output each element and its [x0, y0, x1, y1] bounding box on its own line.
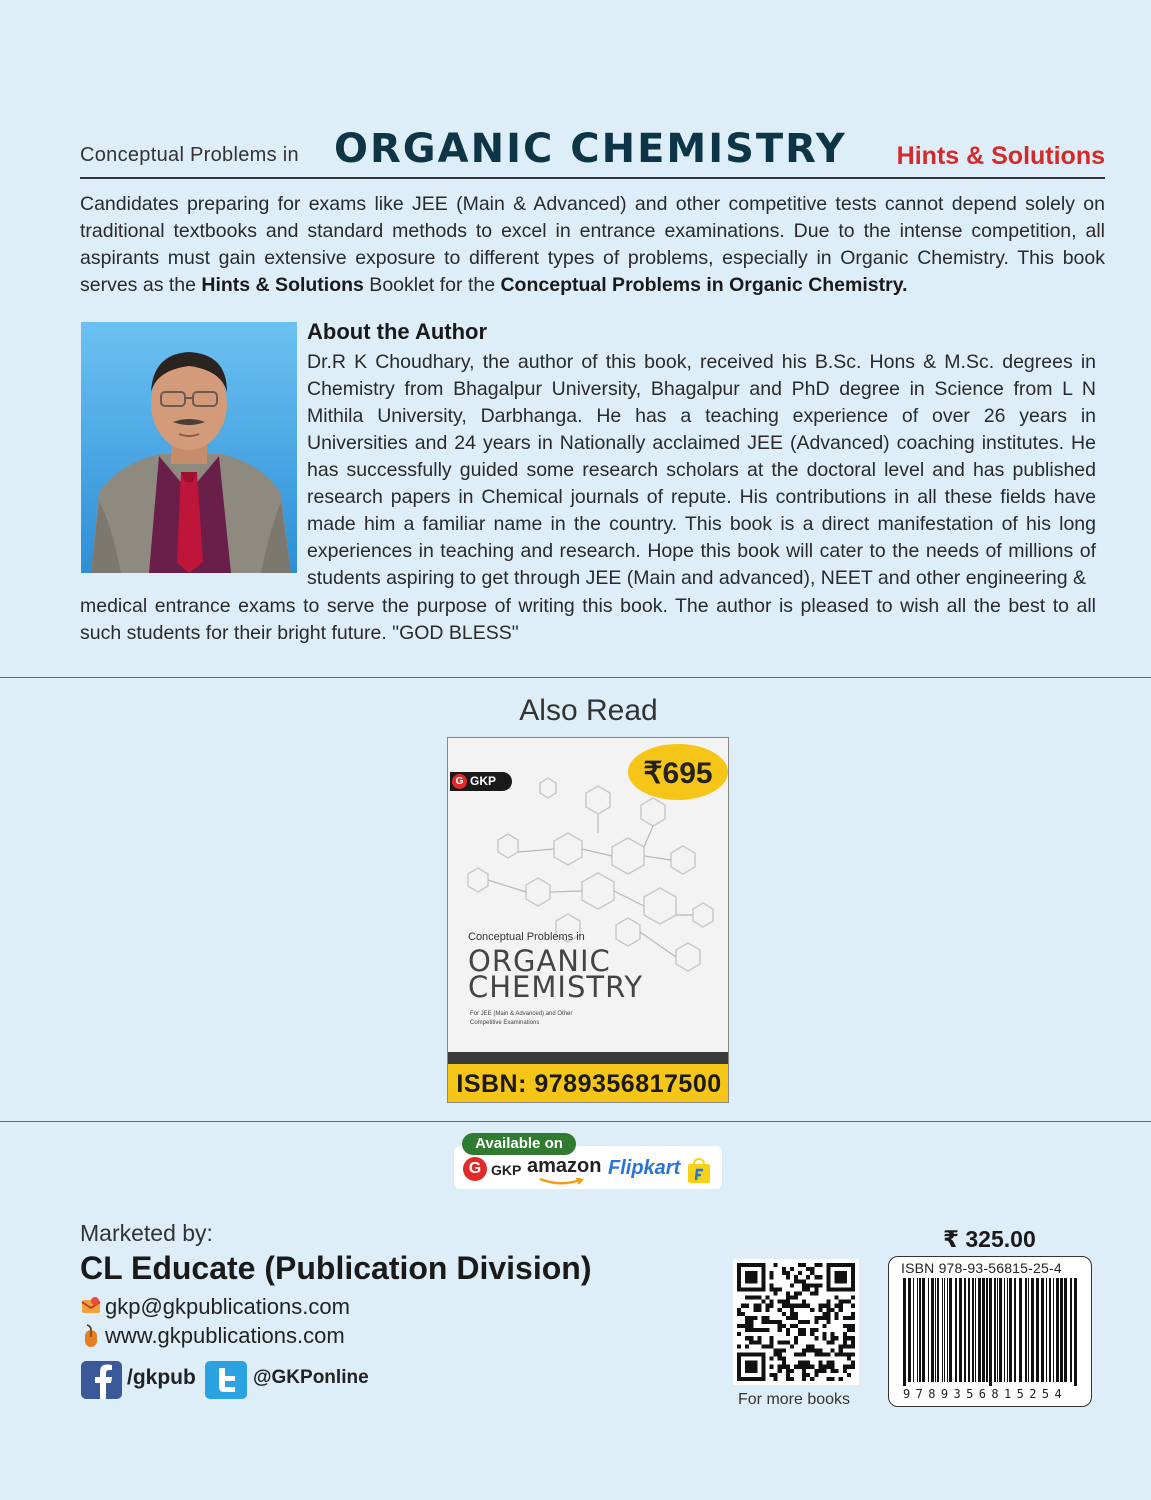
also-read-heading: Also Read — [519, 694, 658, 727]
title-divider — [80, 177, 1105, 179]
author-bio-part1: Dr.R K Choudhary, the author of this book, received his B.Sc. Hons & M.Sc. degrees in Chemistry from Bhagalpur University, Bhagalpur and PhD degree in Science from L N Mithila University, Darbhanga. He has a teaching experience of over 26 years in Universities and 24 years in Nationally acclaimed JEE (Advanced) coaching institutes. He has successfully guided some research scholars at the doctoral level and has published research papers in Chemical journals of repute. His contributions in all these fields have made him a familiar name in the country. This book is a direct manifestation of his long experiences in teaching and research. Hope this book will cater to the needs of millions of students aspiring to get through JEE (Main and advanced), NEET and other engineering & — [307, 351, 1096, 589]
section-divider — [0, 1121, 1151, 1122]
about-author-heading: About the Author — [307, 319, 488, 344]
gkp-logo-icon: G — [452, 774, 467, 789]
contact-email[interactable]: gkp@gkpublications.com — [105, 1294, 350, 1319]
gkp-logo-icon: G — [463, 1157, 487, 1181]
store-gkp[interactable]: GKP — [491, 1162, 522, 1178]
qr-caption: For more books — [738, 1391, 851, 1408]
intro-bold-title: Conceptual Problems in Organic Chemistry. — [500, 274, 908, 296]
available-on-label: Available on — [462, 1133, 576, 1155]
book-isbn: ISBN: 9789356817500 — [456, 1070, 722, 1098]
flipkart-bag-icon — [686, 1158, 712, 1184]
isbn-number: ISBN 978-93-56815-25-4 — [901, 1260, 1062, 1276]
qr-code[interactable] — [733, 1259, 859, 1385]
intro-paragraph — [80, 191, 1105, 299]
book-price: ₹695 — [643, 757, 713, 790]
book-publisher-logo — [450, 772, 512, 791]
title-main: ORGANIC CHEMISTRY — [334, 126, 847, 172]
email-icon — [80, 1295, 102, 1317]
author-bio-part2: medical entrance exams to serve the purpose of writing this book. The author is pleased to wish all the best to all such students for their bright future. "GOD BLESS" — [80, 595, 1096, 644]
facebook-icon[interactable] — [81, 1361, 122, 1399]
contact-website[interactable]: www.gkpublications.com — [105, 1323, 345, 1348]
intro-text-mid: Booklet for the — [363, 274, 501, 296]
facebook-handle[interactable]: /gkpub — [127, 1366, 196, 1389]
book-title-line2: CHEMISTRY — [468, 970, 644, 1004]
available-on-badge — [454, 1133, 722, 1189]
book-isbn-bar — [448, 1064, 729, 1103]
book-price-tag: ₹ 325.00 — [943, 1226, 1036, 1252]
title-suffix: Hints & Solutions — [896, 142, 1105, 170]
qr-code-icon — [737, 1263, 855, 1381]
author-photo — [81, 322, 297, 573]
twitter-icon[interactable] — [205, 1361, 247, 1399]
mouse-icon — [82, 1324, 100, 1348]
intro-text-start: Candidates preparing for exams like JEE (Main & Advanced) and other competitive tests cannot depend solely on traditional textbooks and standard methods to excel in entrance examinations. Due to the intense competition, all aspirants must gain extensive exposure to different types of problems, especially in Organic Chemistry. This book serves as the — [80, 193, 1105, 296]
book-publisher-name: GKP — [470, 774, 497, 788]
intro-bold-hints: Hints & Solutions — [201, 274, 364, 296]
title-prefix: Conceptual Problems in — [80, 144, 299, 166]
cover-title — [80, 126, 1105, 182]
book-price-badge — [628, 744, 728, 800]
book-cover-band — [448, 1052, 729, 1064]
barcode-digits: 9789356815254 — [903, 1387, 1068, 1401]
store-flipkart[interactable]: Flipkart — [608, 1157, 681, 1179]
barcode-icon — [903, 1278, 1079, 1386]
book-title-line1: ORGANIC — [468, 944, 611, 978]
also-read-book-cover[interactable] — [447, 737, 729, 1103]
isbn-barcode — [888, 1256, 1092, 1407]
section-divider — [0, 677, 1151, 678]
amazon-smile-icon — [538, 1178, 584, 1186]
book-subtitle: Conceptual Problems in — [468, 931, 585, 943]
twitter-handle[interactable]: @GKPonline — [253, 1367, 369, 1388]
book-tagline: For JEE (Main & Advanced) and Other Competitive Examinations — [470, 1011, 573, 1026]
marketer-name: CL Educate (Publication Division) — [80, 1250, 592, 1286]
marketed-by-label: Marketed by: — [80, 1220, 213, 1246]
store-amazon[interactable]: amazon — [527, 1155, 602, 1177]
